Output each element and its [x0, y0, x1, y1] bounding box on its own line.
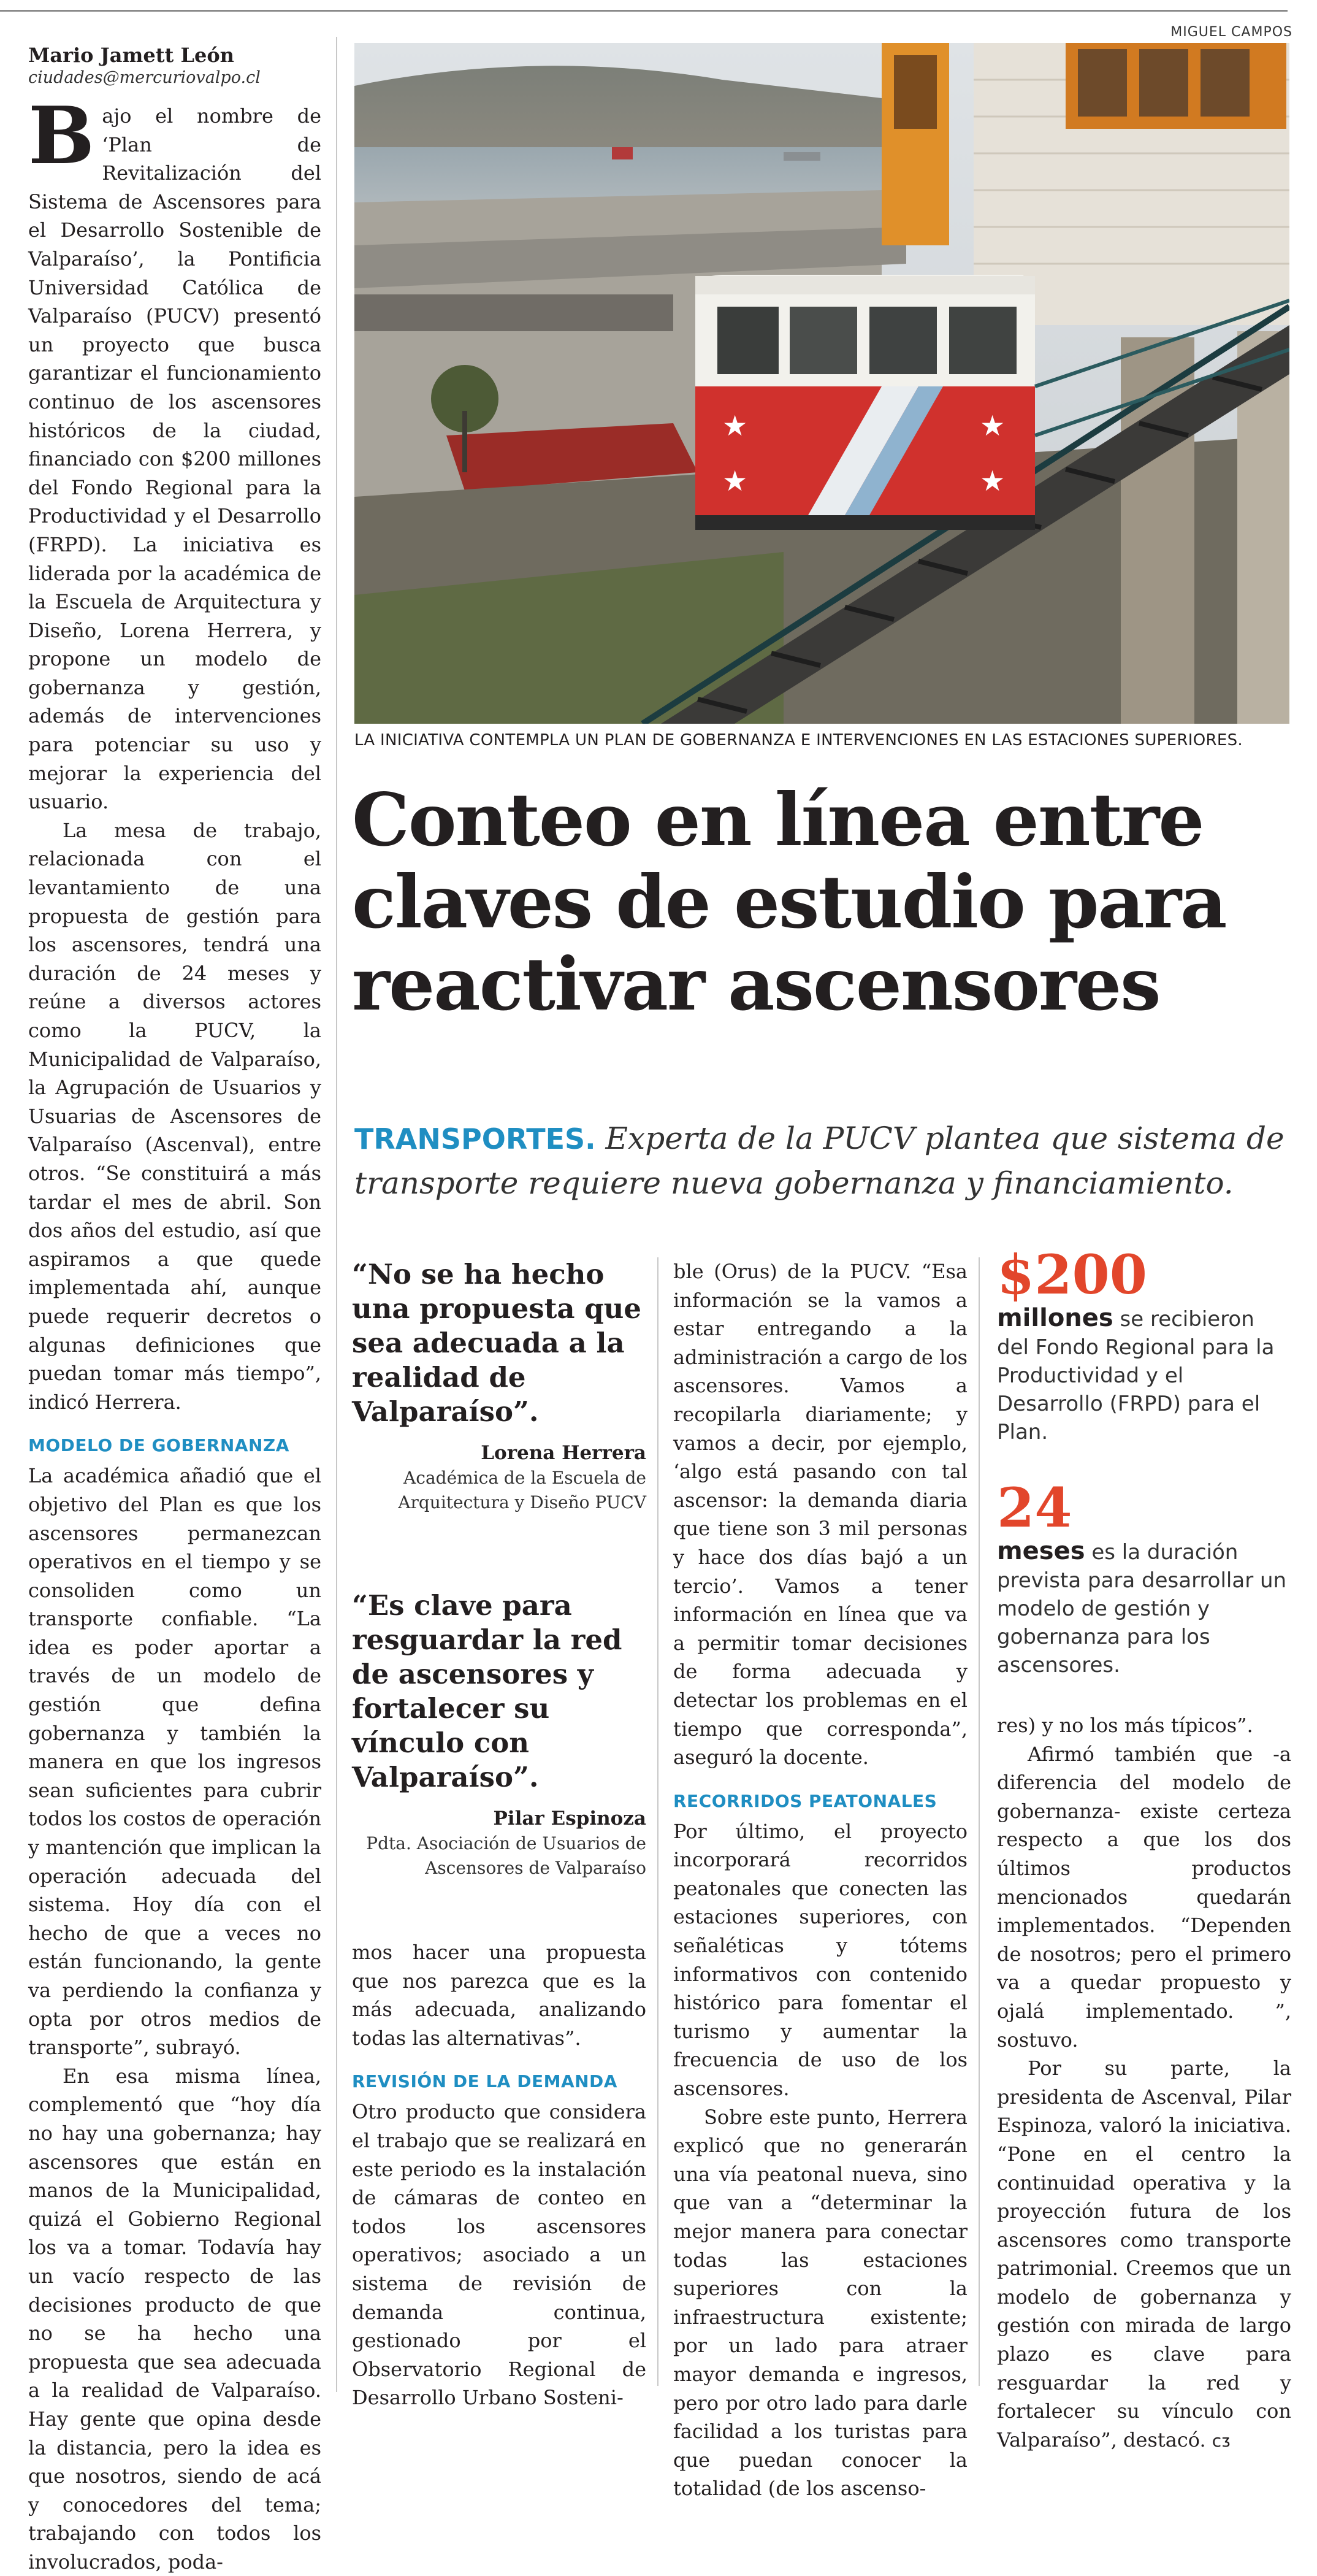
- subhead-recorridos: RECORRIDOS PEATONALES: [673, 1790, 937, 1811]
- paragraph: La mesa de trabajo, relacionada con el levantamiento de una propuesta de gestión para los ascensores, tendrá una duración de 24 meses y reúne a diversos actores como la PUCV, la Municipalidad de Valparaíso, la Agrupación de Usuarios y Usuarias de Ascensores de Valparaíso (Ascenval), entre otros. “Se constituirá a más tardar el mes de abril. Son dos años del estudio, así que aspiramos a que quede implementada ahí, aunque puede requerir decretos o algunas definiciones que puedan tomar más tiempo”, indicó Herrera.: [28, 818, 321, 1414]
- deck-text: Experta de la PUCV plantea que sistema de transporte requiere nueva gobernanza y financiamiento.: [354, 1121, 1285, 1201]
- paragraph: En esa misma línea, complementó que “hoy día no hay una gobernanza; hay ascensores que están en manos de la Municipalidad, quizá el Gobierno Regional los va a tomar. Todavía hay un vacío respecto de las decisiones producto de que no se ha hecho una propuesta que sea adecuada a la realidad de Valparaíso. Hay gente que opina desde la distancia, pero la idea es que nosotros, siendo de acá y conocedores del tema; trabajando con todos los involucrados, poda-: [28, 2064, 321, 2574]
- author-email: ciudades@mercuriovalpo.cl: [28, 68, 261, 87]
- drop-cap: B: [28, 90, 95, 182]
- column-divider: [336, 37, 337, 2392]
- column-divider: [979, 1257, 980, 2386]
- quote-text: “No se ha hecho una propuesta que sea adecuada a la realidad de Valparaíso”.: [352, 1258, 642, 1428]
- headline: Conteo en línea entre claves de estudio para reactivar ascensores: [352, 777, 1226, 1027]
- fact-text: meses es la duración prevista para desarrollar un modelo de gestión y gobernanza para los ascensores.: [997, 1537, 1287, 1677]
- quote-role: Pdta. Asociación de Usuarios de Ascensores de Valparaíso: [366, 1833, 646, 1878]
- column-4: [997, 1711, 1291, 2455]
- photo-credit: MIGUEL CAMPOS: [1170, 25, 1292, 40]
- column-2: [352, 1938, 646, 2412]
- column-3: [673, 1257, 968, 2503]
- fact-text: millones se recibieron del Fondo Regional para la Productividad y el Desarrollo (FRPD) para el Plan.: [997, 1304, 1275, 1444]
- paragraph: Sobre este punto, Herrera explicó que no generarán una vía peatonal nueva, sino que van a “determinar la mejor manera para conectar todas las estaciones superiores con la infraestructura existente; por un lado para atraer mayor demanda e ingresos, pero por otro lado para darle facilidad a los turistas para que puedan conocer la totalidad (de los ascenso-: [673, 2105, 968, 2501]
- paragraph: La académica añadió que el objetivo del Plan es que los ascensores permanezcan operativos en el tiempo y se consoliden como un transporte confiable. “La idea es poder aportar a través de un modelo de gestión que defina gobernanza y también la manera en que los ingresos sean suficientes para cubrir todos los costos de operación y mantención que implican la operación adecuada del sistema. Hoy día con el hecho de que a veces no están funcionando, la gente va perdiendo la confianza y opta por otros medios de transporte”, subrayó.: [28, 1464, 321, 2060]
- pull-quote-herrera: [352, 1257, 646, 1515]
- top-rule: [0, 10, 1288, 12]
- paragraph: ble (Orus) de la PUCV. “Esa información se la vamos a estar entregando a la administración a cargo de los ascensores. Vamos a recopilarla diariamente; y vamos a decir, por ejemplo, ‘algo está pasando con tal ascensor: la demanda diaria que tiene son 3 mil personas y hace dos días bajó a un tercio’. Vamos a tener información en línea que va a permitir tomar decisiones de forma adecuada y detectar los problemas en el tiempo que corresponda”, aseguró la docente.: [673, 1260, 968, 1769]
- svg-text:★: ★: [722, 409, 748, 442]
- left-column: [28, 43, 321, 2576]
- photo-illustration: [354, 43, 1289, 724]
- photo-caption: LA INICIATIVA CONTEMPLA UN PLAN DE GOBERNANZA E INTERVENCIONES EN LAS ESTACIONES SUPERIORES.: [354, 731, 1243, 749]
- svg-text:★: ★: [722, 464, 748, 497]
- fact-box-millones: [997, 1245, 1291, 1446]
- subhead-demanda: REVISIÓN DE LA DEMANDA: [352, 2071, 617, 2092]
- author-name: Mario Jamett León: [28, 44, 234, 67]
- pull-quote-espinoza: [352, 1589, 646, 1880]
- paragraph: Por su parte, la presidenta de Ascenval, Pilar Espinoza, valoró la iniciativa. “Pone en el centro la continuidad operativa y la proyección futura de los ascensores como transporte patrimonial. Creemos que un modelo de gobernanza y gestión con mirada de largo plazo es clave para resguardar la red y fortalecer su vínculo con Valparaíso”, destacó. ᴄᴣ: [997, 2057, 1291, 2451]
- paragraph: mos hacer una propuesta que nos parezca que es la más adecuada, analizando todas las alternativas”.: [352, 1941, 646, 2050]
- paragraph: Otro producto que considera el trabajo que se realizará en este periodo es la instalación de cámaras de conteo en todos los ascensores operativos; asociado a un sistema de revisión de demanda continua, gestionado por el Observatorio Regional de Desarrollo Urbano Sosteni-: [352, 2100, 646, 2410]
- column-divider: [657, 1257, 658, 2386]
- paragraph: Afirmó también que -a diferencia del modelo de gobernanza- existe certeza respecto a que los dos últimos productos mencionados quedarán implementados. “Dependen de nosotros; pero el primero va a quedar propuesto y ojalá implementado. ”, sostuvo.: [997, 1742, 1291, 2052]
- paragraph: res) y no los más típicos”.: [997, 1714, 1253, 1737]
- quote-text: “Es clave para resguardar la red de ascensores y fortalecer su vínculo con Valparaíso”.: [352, 1589, 622, 1793]
- svg-text:★: ★: [980, 464, 1006, 497]
- paragraph: Por último, el proyecto incorporará recorridos peatonales que conecten las estaciones superiores, con señaléticas y tótems informativos con contenido histórico para fomentar el turismo y aumentar la frecuencia de uso de los ascensores.: [673, 1819, 968, 2101]
- svg-text:★: ★: [980, 409, 1006, 442]
- quote-author: Lorena Herrera: [481, 1442, 646, 1464]
- fact-number: $200: [997, 1243, 1147, 1306]
- end-mark-icon: ᴄᴣ: [1212, 2430, 1231, 2451]
- subhead-gobernanza: MODELO DE GOBERNANZA: [28, 1435, 289, 1456]
- fact-box-meses: [997, 1478, 1291, 1679]
- quote-role: Académica de la Escuela de Arquitectura y Diseño PUCV: [398, 1468, 646, 1512]
- left-body: [28, 90, 321, 2576]
- quote-author: Pilar Espinoza: [493, 1807, 646, 1830]
- funicular-photo: [354, 43, 1289, 724]
- paragraph: Bajo el nombre de ‘Plan de Revitalización del Sistema de Ascensores para el Desarrollo Sostenible de Valparaíso’, la Pontificia Universidad Católica de Valparaíso (PUCV) presentó un proyecto que busca garantizar el funcionamiento continuo de los ascensores históricos de la ciudad, financiado con $200 millones del Fondo Regional para la Productividad y el Desarrollo (FRPD). La iniciativa es liderada por la académica de la Escuela de Arquitectura y Diseño, Lorena Herrera, y propone un modelo de gobernanza y gestión, además de intervenciones para potenciar su uso y mejorar la experiencia del usuario.: [28, 90, 321, 814]
- kicker: TRANSPORTES.: [354, 1122, 596, 1156]
- deck: [354, 1116, 1292, 1205]
- fact-number: 24: [997, 1476, 1072, 1539]
